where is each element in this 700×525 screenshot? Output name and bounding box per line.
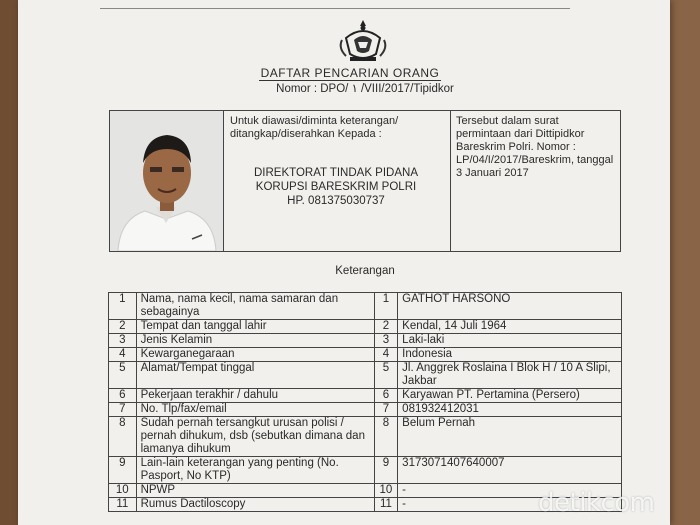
row-number: 3 xyxy=(109,334,137,348)
table-row xyxy=(109,320,622,334)
row-label: Lain-lain keterangan yang penting (No. Pasport, No KTP) xyxy=(136,457,374,484)
directorate-line-1: DIREKTORAT TINDAK PIDANA xyxy=(253,167,418,179)
table-row xyxy=(109,348,622,362)
row-value: Kendal, 14 Juli 1964 xyxy=(398,320,622,334)
row-label: Nama, nama kecil, nama samaran dan sebagainya xyxy=(136,293,374,320)
details-table xyxy=(108,292,622,512)
document-title: DAFTAR PENCARIAN ORANG xyxy=(260,66,440,80)
table-row xyxy=(109,362,622,389)
row-number: 2 xyxy=(109,320,137,334)
row-number: 9 xyxy=(109,457,137,484)
row-value: Karyawan PT. Pertamina (Persero) xyxy=(398,389,622,403)
document-number: Nomor : DPO/ ١ /VIII/2017/Tipidkor xyxy=(276,83,454,95)
row-value: - xyxy=(398,484,622,498)
row-number: 1 xyxy=(109,293,137,320)
suspect-photo xyxy=(109,110,224,252)
row-number-2: 9 xyxy=(374,457,398,484)
row-number-2: 10 xyxy=(374,484,398,498)
row-label: Pekerjaan terakhir / dahulu xyxy=(136,389,374,403)
row-label: Tempat dan tanggal lahir xyxy=(136,320,374,334)
row-value: GATHOT HARSONO xyxy=(398,293,622,320)
row-value: Jl. Anggrek Roslaina I Blok H / 10 A Slipi, Jakbar xyxy=(398,362,622,389)
row-number: 8 xyxy=(109,417,137,457)
row-number: 10 xyxy=(109,484,137,498)
table-row xyxy=(109,293,622,320)
row-label: Kewarganegaraan xyxy=(136,348,374,362)
row-number: 4 xyxy=(109,348,137,362)
row-number-2: 8 xyxy=(374,417,398,457)
row-number-2: 5 xyxy=(374,362,398,389)
directorate-phone: HP. 081375030737 xyxy=(287,195,385,207)
table-row xyxy=(109,403,622,417)
row-label: Alamat/Tempat tinggal xyxy=(136,362,374,389)
table-row xyxy=(109,389,622,403)
row-value: - xyxy=(398,498,622,512)
row-value: 081932412031 xyxy=(398,403,622,417)
reference-box xyxy=(450,110,621,252)
row-number-2: 11 xyxy=(374,498,398,512)
row-label: Sudah pernah tersangkut urusan polisi / pernah dihukum, dsb (sebutkan dimana dan lamanya dihukum xyxy=(136,417,374,457)
authority-instruction: Untuk diawasi/diminta keterangan/ ditangkap/diserahkan Kepada : xyxy=(230,115,399,140)
top-divider xyxy=(100,8,570,9)
row-label: Jenis Kelamin xyxy=(136,334,374,348)
directorate-line-2: KORUPSI BARESKRIM POLRI xyxy=(255,181,417,193)
row-value: 3173071407640007 xyxy=(398,457,622,484)
row-number: 7 xyxy=(109,403,137,417)
row-number: 6 xyxy=(109,389,137,403)
row-number-2: 1 xyxy=(374,293,398,320)
row-number-2: 6 xyxy=(374,389,398,403)
row-value: Belum Pernah xyxy=(398,417,622,457)
table-row xyxy=(109,334,622,348)
row-label: No. Tlp/fax/email xyxy=(136,403,374,417)
row-number: 11 xyxy=(109,498,137,512)
row-number: 5 xyxy=(109,362,137,389)
section-label: Keterangan xyxy=(335,265,395,277)
row-number-2: 2 xyxy=(374,320,398,334)
row-number-2: 4 xyxy=(374,348,398,362)
row-value: Laki-laki xyxy=(398,334,622,348)
row-label: Rumus Dactiloscopy xyxy=(136,498,374,512)
reference-text: Tersebut dalam surat permintaan dari Dittipidkor Bareskrim Polri. Nomor : LP/04/I/2017/Bareskrim, tanggal 3 Januari 2017 xyxy=(456,115,614,179)
watermark: detikcom xyxy=(538,488,655,518)
row-value: Indonesia xyxy=(398,348,622,362)
row-number-2: 7 xyxy=(374,403,398,417)
authority-box xyxy=(222,110,451,252)
row-number-2: 3 xyxy=(374,334,398,348)
row-label: NPWP xyxy=(136,484,374,498)
table-row xyxy=(109,417,622,457)
table-row xyxy=(109,457,622,484)
authority-address xyxy=(222,166,450,208)
police-emblem-icon xyxy=(336,18,390,64)
